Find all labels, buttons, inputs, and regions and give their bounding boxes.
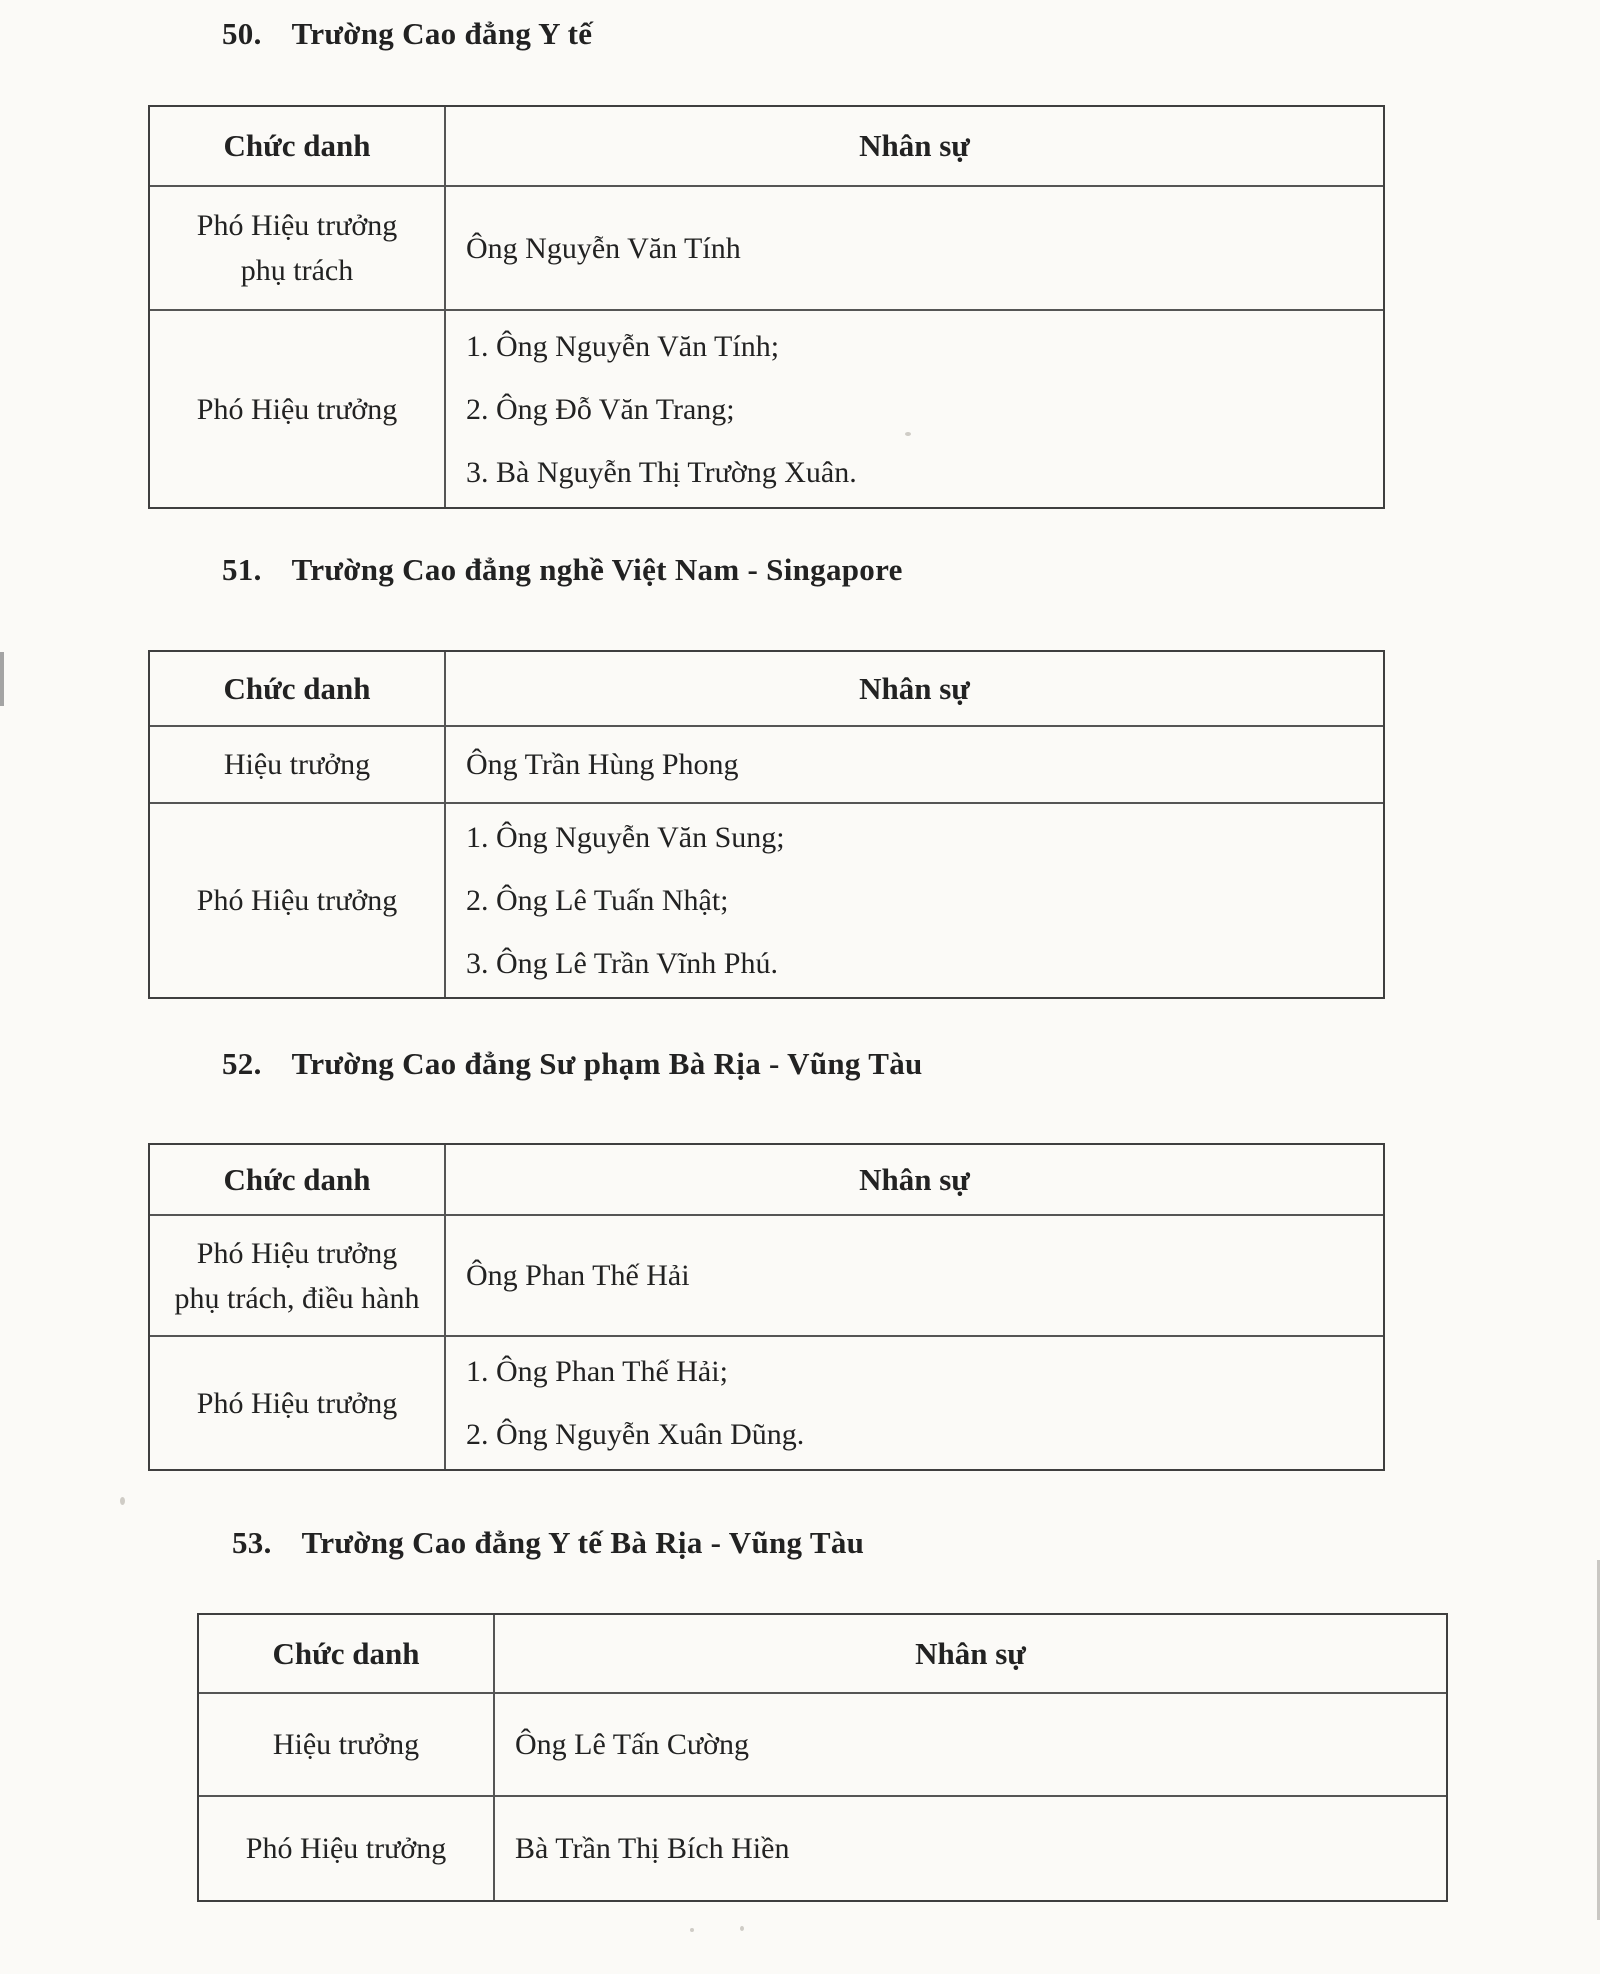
table-row <box>150 725 1383 802</box>
personnel-table <box>197 1613 1448 1902</box>
position-label: phụ trách, điều hành <box>174 1281 420 1315</box>
personnel-entry: 1. Ông Phan Thế Hải; <box>466 1355 728 1388</box>
section-heading <box>222 552 903 588</box>
table-row <box>150 309 1383 507</box>
scan-speck <box>690 1928 694 1932</box>
section-heading <box>232 1525 864 1561</box>
section-number: 51. <box>222 552 262 587</box>
personnel-entry: 2. Ông Lê Tuấn Nhật; <box>466 884 729 917</box>
personnel-entry: 1. Ông Nguyễn Văn Tính; <box>466 329 780 363</box>
column-header-position <box>150 107 446 185</box>
personnel-cell <box>446 1216 1383 1335</box>
table-header-row <box>150 652 1383 725</box>
section-title: Trường Cao đẳng Sư phạm Bà Rịa - Vũng Tàu <box>291 1046 923 1081</box>
scan-speck <box>120 1497 125 1505</box>
position-label: Phó Hiệu trưởng <box>196 1236 398 1270</box>
position-cell <box>150 804 446 997</box>
section-number: 52. <box>222 1046 262 1081</box>
table-row <box>199 1692 1446 1795</box>
personnel-table <box>148 650 1385 999</box>
table-header-row <box>150 1145 1383 1214</box>
column-header-position <box>150 652 446 725</box>
column-header-personnel-label: Nhân sự <box>859 1161 970 1197</box>
position-label: Phó Hiệu trưởng <box>245 1832 447 1865</box>
position-cell <box>150 311 446 507</box>
column-header-position-label: Chức danh <box>223 1161 371 1197</box>
personnel-table <box>148 105 1385 509</box>
column-header-personnel <box>446 652 1383 725</box>
column-header-personnel <box>446 1145 1383 1214</box>
position-cell <box>199 1694 495 1795</box>
section-heading <box>222 16 592 52</box>
table-header-row <box>150 107 1383 185</box>
position-label: Phó Hiệu trưởng <box>196 1386 398 1420</box>
position-cell <box>150 727 446 802</box>
section-title: Trường Cao đẳng Y tế <box>291 16 593 51</box>
position-label: Phó Hiệu trưởng <box>196 209 398 242</box>
personnel-entry: 2. Ông Đỗ Văn Trang; <box>466 392 735 426</box>
table-row <box>199 1795 1446 1900</box>
column-header-position-label: Chức danh <box>272 1635 420 1671</box>
position-cell <box>199 1797 495 1900</box>
table-row <box>150 185 1383 309</box>
section-title: Trường Cao đẳng Y tế Bà Rịa - Vũng Tàu <box>301 1525 865 1560</box>
section-number: 53. <box>232 1525 272 1560</box>
column-header-position <box>150 1145 446 1214</box>
personnel-table <box>148 1143 1385 1471</box>
column-header-position-label: Chức danh <box>223 670 371 706</box>
column-header-personnel-label: Nhân sự <box>859 128 970 163</box>
personnel-cell <box>446 187 1383 309</box>
position-label: Hiệu trưởng <box>223 748 371 781</box>
scan-speck <box>740 1926 744 1931</box>
personnel-entry: Ông Lê Tấn Cường <box>515 1728 750 1761</box>
column-header-personnel-label: Nhân sự <box>915 1635 1026 1671</box>
personnel-entry: 3. Ông Lê Trần Vĩnh Phú. <box>466 947 778 980</box>
position-label: Hiệu trưởng <box>272 1728 420 1761</box>
section-number: 50. <box>222 16 262 51</box>
personnel-cell <box>495 1797 1446 1900</box>
scan-artifact-dash <box>0 652 4 706</box>
personnel-entry: Bà Trần Thị Bích Hiền <box>515 1832 790 1865</box>
personnel-entry: Ông Phan Thế Hải <box>466 1259 690 1292</box>
personnel-cell <box>495 1694 1446 1795</box>
column-header-personnel <box>495 1615 1446 1692</box>
personnel-entry: 3. Bà Nguyễn Thị Trường Xuân. <box>466 455 857 489</box>
personnel-entry: Ông Trần Hùng Phong <box>466 748 739 781</box>
personnel-entry: Ông Nguyễn Văn Tính <box>466 231 741 265</box>
table-header-row <box>199 1615 1446 1692</box>
column-header-personnel <box>446 107 1383 185</box>
column-header-position-label: Chức danh <box>223 128 371 163</box>
position-cell <box>150 1216 446 1335</box>
column-header-personnel-label: Nhân sự <box>859 670 970 706</box>
section-heading <box>222 1046 923 1082</box>
position-label: Phó Hiệu trưởng <box>196 392 398 426</box>
personnel-entry: 1. Ông Nguyễn Văn Sung; <box>466 821 785 854</box>
table-row <box>150 1214 1383 1335</box>
column-header-position <box>199 1615 495 1692</box>
position-label: phụ trách <box>240 254 354 287</box>
table-row <box>150 1335 1383 1469</box>
personnel-entry: 2. Ông Nguyễn Xuân Dũng. <box>466 1418 805 1451</box>
personnel-cell <box>446 727 1383 802</box>
table-row <box>150 802 1383 997</box>
personnel-cell <box>446 311 1383 507</box>
section-title: Trường Cao đẳng nghề Việt Nam - Singapore <box>291 552 903 587</box>
position-cell <box>150 1337 446 1469</box>
personnel-cell <box>446 1337 1383 1469</box>
position-cell <box>150 187 446 309</box>
personnel-cell <box>446 804 1383 997</box>
position-label: Phó Hiệu trưởng <box>196 884 398 917</box>
